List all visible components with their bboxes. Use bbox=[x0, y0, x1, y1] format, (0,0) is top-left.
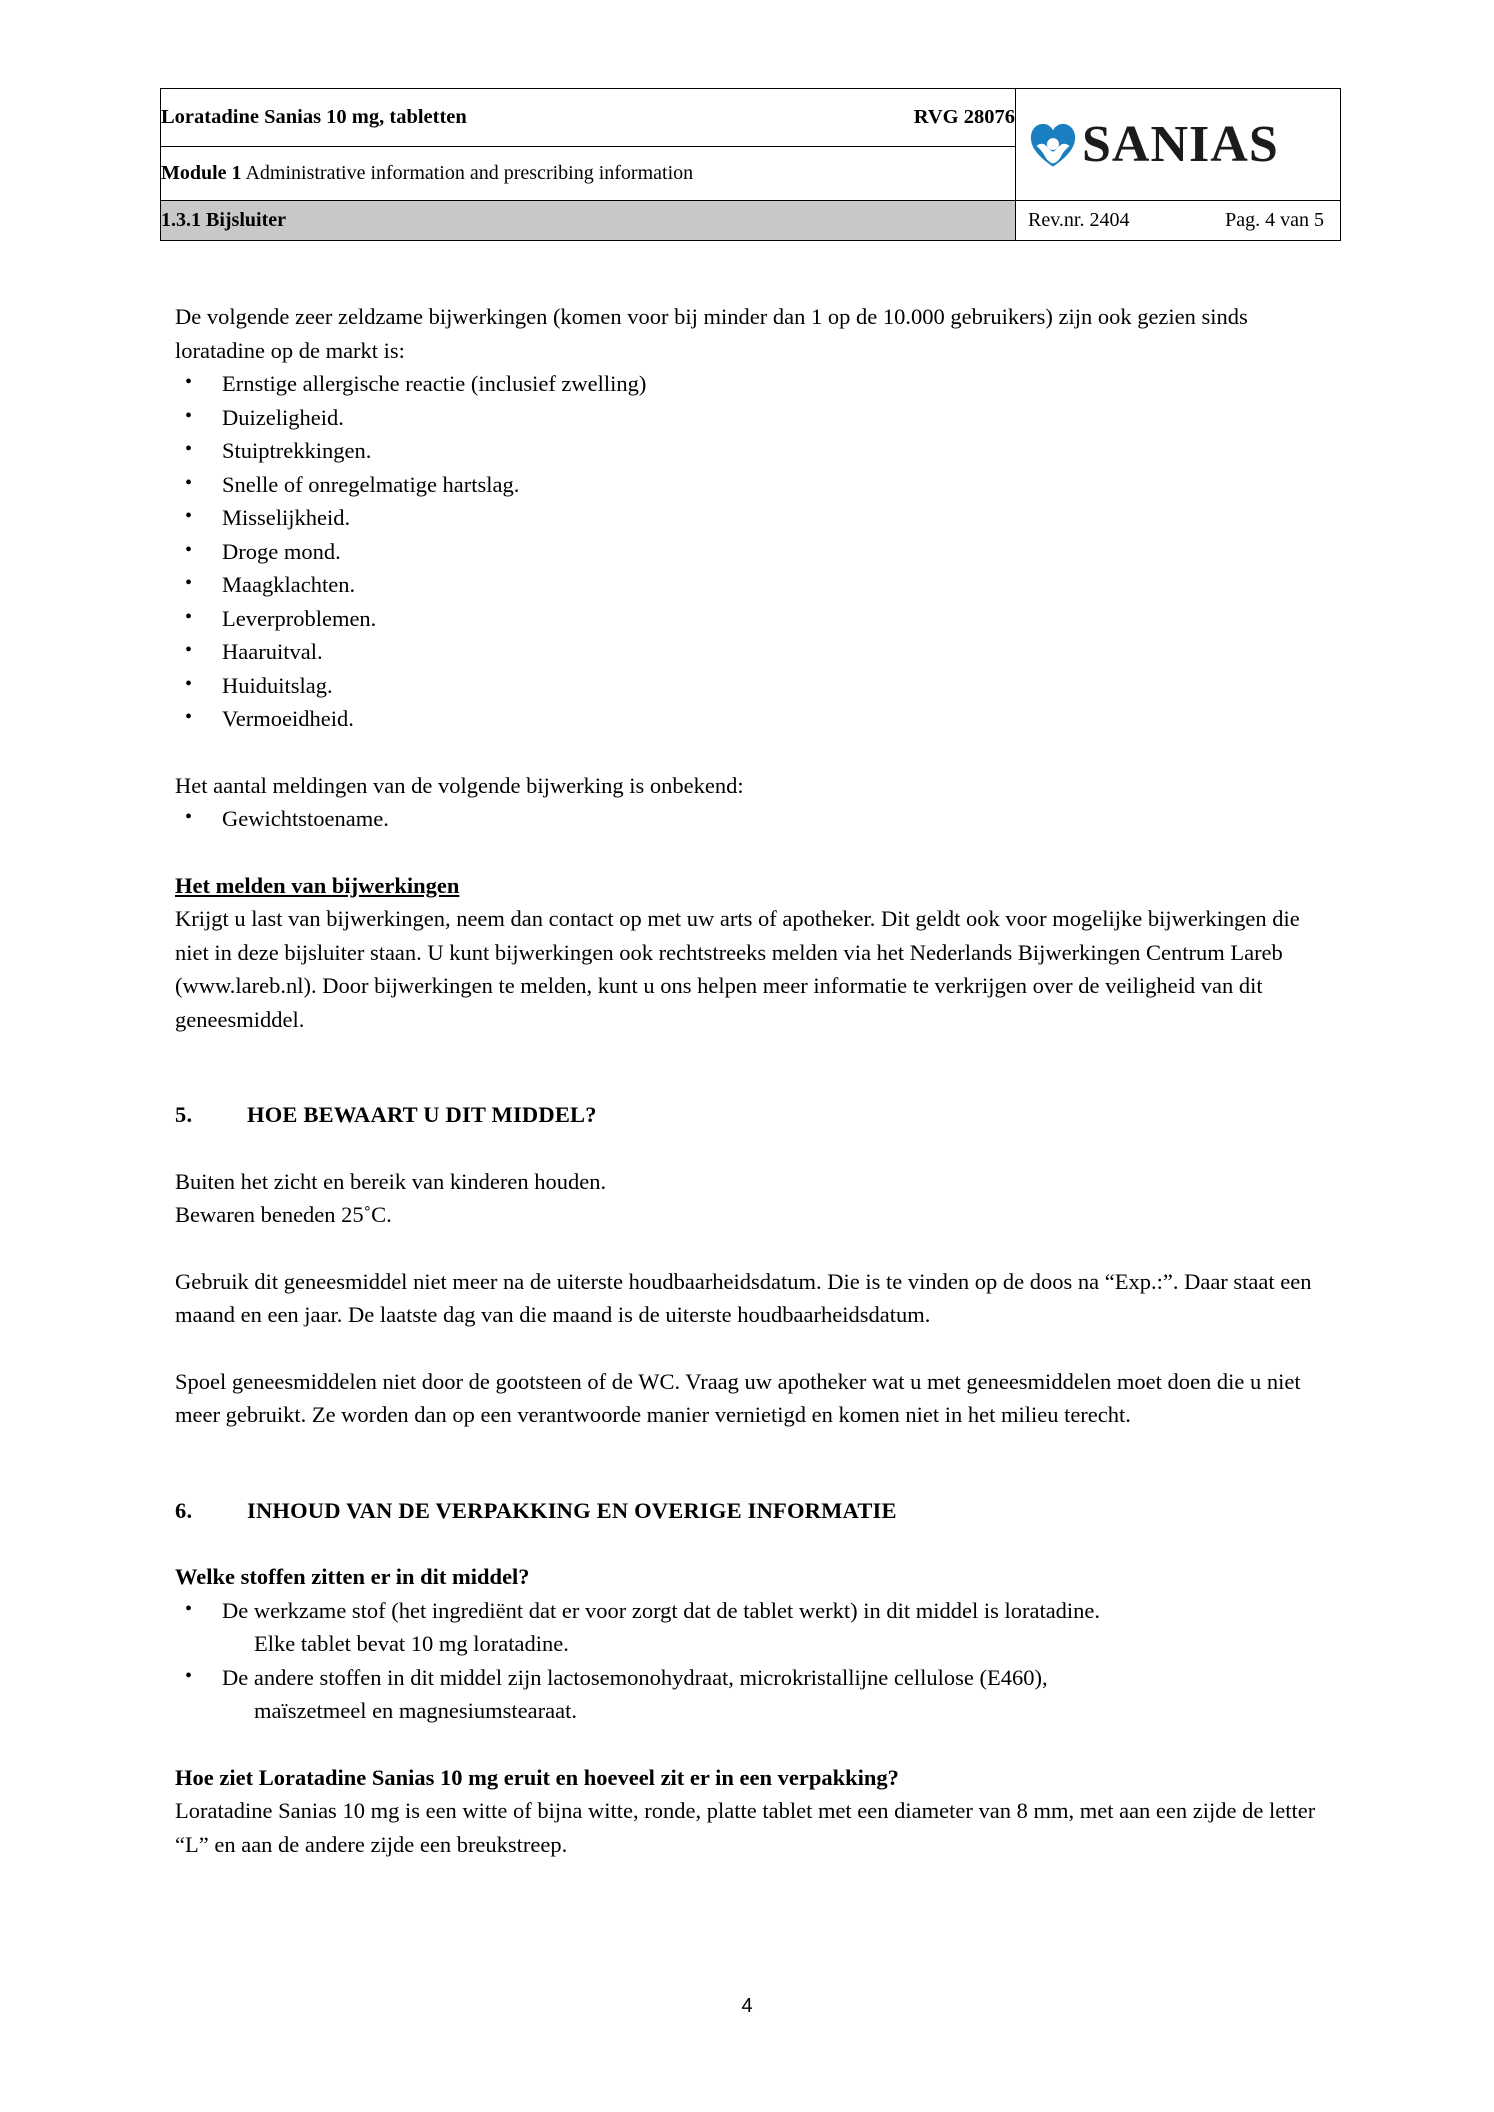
list-item bbox=[175, 1594, 1330, 1661]
spacer bbox=[175, 1527, 1330, 1560]
list-item: • Droge mond. bbox=[175, 535, 1330, 569]
page-indicator: Pag. 4 van 5 bbox=[1225, 209, 1324, 231]
spacer bbox=[175, 1332, 1330, 1365]
reporting-heading-wrap bbox=[175, 869, 1330, 903]
section-5-number: 5. bbox=[175, 1102, 193, 1127]
reporting-heading: Het melden van bijwerkingen bbox=[175, 872, 460, 898]
intro-paragraph: De volgende zeer zeldzame bijwerkingen (komen voor bij minder dan 1 op de 10.000 gebruikers) zijn ook gezien sinds loratadine op de markt is: bbox=[175, 304, 1248, 363]
header-cell-logo bbox=[1016, 89, 1341, 201]
header-cell-section-id bbox=[161, 201, 1016, 241]
rvg-number: RVG 28076 bbox=[913, 106, 1015, 128]
list-item: • Haaruitval. bbox=[175, 635, 1330, 669]
header-row-section bbox=[161, 201, 1341, 241]
section-identifier: 1.3.1 Bijsluiter bbox=[161, 209, 286, 231]
sanias-wordmark: SANIAS bbox=[1082, 115, 1279, 173]
header-row-product bbox=[161, 89, 1341, 147]
module-description: Administrative information and prescribing information bbox=[241, 162, 694, 184]
spacer bbox=[175, 736, 1330, 769]
appearance-heading: Hoe ziet Loratadine Sanias 10 mg eruit en hoeveel zit er in een verpakking? bbox=[175, 1764, 899, 1790]
ingredient-other-line2: maïszetmeel en magnesiumstearaat. bbox=[254, 1698, 577, 1723]
header-cell-module bbox=[161, 147, 1016, 201]
expiry-paragraph: Gebruik dit geneesmiddel niet meer na de uiterste houdbaarheidsdatum. Die is te vinden op de doos na “Exp.:”. Daar staat een maand en een jaar. De laatste dag van die maand is de uiterste houdbaarheidsdatum. bbox=[175, 1268, 1312, 1327]
storage-line-1: Buiten het zicht en bereik van kinderen houden. bbox=[175, 1168, 607, 1194]
disposal-paragraph: Spoel geneesmiddelen niet door de gootsteen of de WC. Vraag uw apotheker wat u met geneesmiddelen moet doen die u niet meer gebruikt. Ze worden dan op een verantwoorde manier vernietigd en komen niet in het milieu terecht. bbox=[175, 1368, 1301, 1427]
list-item: • Snelle of onregelmatige hartslag. bbox=[175, 468, 1330, 502]
revision-number: Rev.nr. 2404 bbox=[1028, 209, 1130, 231]
spacer bbox=[175, 1432, 1330, 1494]
list-item: • Gewichtstoename. bbox=[175, 802, 1330, 836]
product-title: Loratadine Sanias 10 mg, tabletten bbox=[161, 106, 467, 128]
list-item bbox=[175, 1661, 1330, 1728]
ingredient-active-line1: De werkzame stof (het ingrediënt dat er voor zorgt dat de tablet werkt) in dit middel is loratadine. bbox=[222, 1597, 1101, 1623]
section-5-heading bbox=[175, 1098, 1330, 1132]
spacer bbox=[175, 1232, 1330, 1265]
appearance-paragraph: Loratadine Sanias 10 mg is een witte of bijna witte, ronde, platte tablet met een diameter van 8 mm, met aan een zijde de letter “L” en aan de andere zijde een breukstreep. bbox=[175, 1798, 1316, 1857]
module-label: Module 1 bbox=[161, 162, 242, 184]
section-6-title: INHOUD VAN DE VERPAKKING EN OVERIGE INFORMATIE bbox=[247, 1497, 897, 1523]
list-item: • Huiduitslag. bbox=[175, 669, 1330, 703]
spacer bbox=[175, 1036, 1330, 1098]
storage-line-2: Bewaren beneden 25˚C. bbox=[175, 1202, 392, 1227]
header-cell-revision bbox=[1016, 201, 1341, 241]
footer-page-number: 4 bbox=[741, 1995, 753, 2017]
section-5-title: HOE BEWAART U DIT MIDDEL? bbox=[247, 1102, 597, 1127]
list-item: • Vermoeidheid. bbox=[175, 702, 1330, 736]
reporting-paragraph: Krijgt u last van bijwerkingen, neem dan contact op met uw arts of apotheker. Dit geldt ook voor mogelijke bijwerkingen die niet in deze bijsluiter staan. U kunt bijwerkingen ook rechtstreeks melden via het Nederlands Bijwerkingen Centrum Lareb (www.lareb.nl). Door bijwerkingen te melden, kunt u ons helpen meer informatie te verkrijgen over de veiligheid van dit geneesmiddel. bbox=[175, 906, 1300, 1032]
ingredient-other-line1: De andere stoffen in dit middel zijn lactosemonohydraat, microkristallijne cellulose (E460), bbox=[222, 1664, 1048, 1690]
header-cell-product bbox=[161, 89, 1016, 147]
spacer bbox=[175, 1728, 1330, 1761]
list-item: • Ernstige allergische reactie (inclusief zwelling) bbox=[175, 367, 1330, 401]
document-body bbox=[175, 300, 1330, 1861]
document-header-table bbox=[160, 88, 1341, 241]
ingredients-heading: Welke stoffen zitten er in dit middel? bbox=[175, 1564, 530, 1589]
list-item: • Duizeligheid. bbox=[175, 401, 1330, 435]
rare-side-effects-list bbox=[175, 367, 1330, 736]
list-item: • Maagklachten. bbox=[175, 568, 1330, 602]
ingredient-active-line2: Elke tablet bevat 10 mg loratadine. bbox=[254, 1631, 569, 1656]
sanias-heart-person-icon bbox=[1030, 122, 1076, 168]
list-item: • Leverproblemen. bbox=[175, 602, 1330, 636]
list-item: • Misselijkheid. bbox=[175, 501, 1330, 535]
spacer bbox=[175, 836, 1330, 869]
list-item: • Stuiptrekkingen. bbox=[175, 434, 1330, 468]
section-6-number: 6. bbox=[175, 1497, 193, 1523]
unknown-frequency-intro: Het aantal meldingen van de volgende bijwerking is onbekend: bbox=[175, 772, 744, 798]
ingredients-list bbox=[175, 1594, 1330, 1728]
unknown-frequency-list bbox=[175, 802, 1330, 836]
spacer bbox=[175, 1132, 1330, 1165]
section-6-heading bbox=[175, 1494, 1330, 1528]
